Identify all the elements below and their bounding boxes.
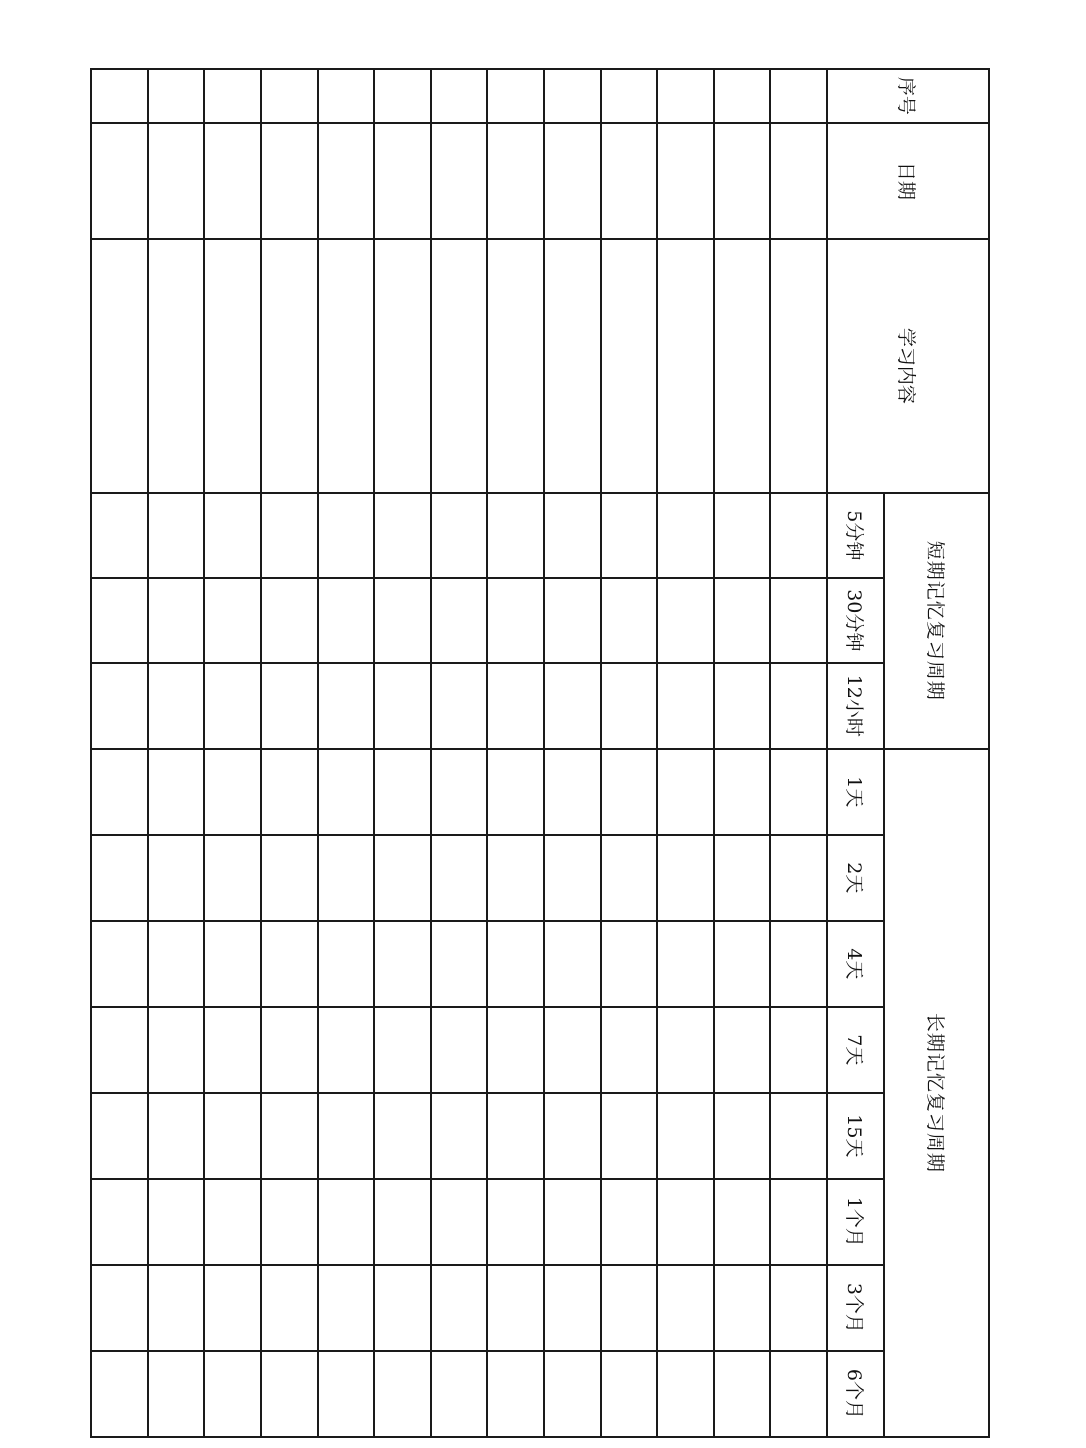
table-cell[interactable] (487, 1093, 544, 1179)
table-cell[interactable] (601, 749, 658, 835)
table-cell[interactable] (657, 123, 714, 239)
table-cell[interactable] (91, 578, 148, 663)
table-cell[interactable] (431, 749, 488, 835)
rotated-table-wrapper (90, 68, 990, 1438)
table-cell[interactable] (714, 921, 771, 1007)
table-cell[interactable] (487, 1179, 544, 1265)
table-cell[interactable] (431, 239, 488, 493)
table-cell[interactable] (657, 921, 714, 1007)
table-cell[interactable] (657, 1179, 714, 1265)
table-cell[interactable] (261, 835, 318, 921)
table-cell[interactable] (374, 1179, 431, 1265)
table-cell[interactable] (714, 239, 771, 493)
table-cell[interactable] (91, 1093, 148, 1179)
table-cell[interactable] (487, 69, 544, 123)
table-cell[interactable] (544, 123, 601, 239)
table-cell[interactable] (148, 921, 205, 1007)
interval-header: 1天 (827, 749, 884, 835)
table-cell[interactable] (91, 239, 148, 493)
table-cell[interactable] (487, 921, 544, 1007)
table-cell[interactable] (544, 1093, 601, 1179)
table-cell[interactable] (148, 69, 205, 123)
table-cell[interactable] (374, 69, 431, 123)
table-cell[interactable] (431, 1351, 488, 1437)
table-cell[interactable] (374, 835, 431, 921)
table-row (714, 69, 771, 1437)
table-cell[interactable] (318, 578, 375, 663)
table-cell[interactable] (657, 1265, 714, 1351)
table-row (148, 69, 205, 1437)
table-cell[interactable] (261, 1179, 318, 1265)
table-cell[interactable] (714, 69, 771, 123)
table-cell[interactable] (714, 835, 771, 921)
table-cell[interactable] (374, 493, 431, 578)
table-cell[interactable] (431, 835, 488, 921)
table-cell[interactable] (148, 749, 205, 835)
table-cell[interactable] (770, 239, 827, 493)
table-cell[interactable] (318, 493, 375, 578)
table-cell[interactable] (544, 921, 601, 1007)
table-cell[interactable] (204, 1093, 261, 1179)
table-cell[interactable] (714, 1265, 771, 1351)
table-body (91, 69, 827, 1437)
table-cell[interactable] (431, 1265, 488, 1351)
table-cell[interactable] (204, 578, 261, 663)
table-cell[interactable] (318, 1179, 375, 1265)
table-cell[interactable] (91, 1265, 148, 1351)
table-cell[interactable] (204, 663, 261, 749)
table-cell[interactable] (374, 921, 431, 1007)
table-cell[interactable] (261, 578, 318, 663)
table-cell[interactable] (204, 1007, 261, 1093)
table-cell[interactable] (487, 835, 544, 921)
table-cell[interactable] (91, 835, 148, 921)
table-cell[interactable] (431, 1179, 488, 1265)
table-cell[interactable] (148, 835, 205, 921)
table-cell[interactable] (714, 1179, 771, 1265)
table-cell[interactable] (261, 493, 318, 578)
table-cell[interactable] (318, 123, 375, 239)
table-cell[interactable] (148, 1265, 205, 1351)
interval-header: 7天 (827, 1007, 884, 1093)
table-cell[interactable] (657, 835, 714, 921)
table-cell[interactable] (374, 239, 431, 493)
table-cell[interactable] (601, 835, 658, 921)
table-cell[interactable] (318, 1265, 375, 1351)
header-content: 学习内容 (827, 239, 989, 493)
interval-header: 6个月 (827, 1351, 884, 1437)
table-cell[interactable] (487, 123, 544, 239)
table-cell[interactable] (487, 663, 544, 749)
table-cell[interactable] (431, 1093, 488, 1179)
table-cell[interactable] (431, 663, 488, 749)
table-cell[interactable] (148, 1179, 205, 1265)
table-cell[interactable] (770, 1179, 827, 1265)
table-cell[interactable] (261, 123, 318, 239)
table-row (657, 69, 714, 1437)
table-row (91, 69, 148, 1437)
table-cell[interactable] (714, 749, 771, 835)
table-cell[interactable] (544, 1007, 601, 1093)
table-cell[interactable] (261, 69, 318, 123)
table-cell[interactable] (91, 663, 148, 749)
table-cell[interactable] (544, 239, 601, 493)
interval-header: 5分钟 (827, 493, 884, 578)
table-cell[interactable] (657, 1007, 714, 1093)
table-cell[interactable] (261, 1265, 318, 1351)
table-cell[interactable] (431, 493, 488, 578)
header-short-term-group: 短期记忆复习周期 (884, 493, 989, 749)
table-cell[interactable] (601, 123, 658, 239)
table-cell[interactable] (261, 749, 318, 835)
table-cell[interactable] (261, 1007, 318, 1093)
table-cell[interactable] (148, 239, 205, 493)
table-cell[interactable] (601, 1351, 658, 1437)
interval-header: 30分钟 (827, 578, 884, 663)
table-cell[interactable] (374, 123, 431, 239)
header-row-groups (884, 69, 989, 1437)
table-cell[interactable] (601, 578, 658, 663)
table-cell[interactable] (204, 835, 261, 921)
table-cell[interactable] (318, 1093, 375, 1179)
table-row (770, 69, 827, 1437)
interval-header: 15天 (827, 1093, 884, 1179)
table-cell[interactable] (318, 69, 375, 123)
table-cell[interactable] (770, 1007, 827, 1093)
table-cell[interactable] (657, 1351, 714, 1437)
table-cell[interactable] (148, 1351, 205, 1437)
table-cell[interactable] (770, 1351, 827, 1437)
table-cell[interactable] (714, 578, 771, 663)
table-cell[interactable] (431, 1007, 488, 1093)
table-cell[interactable] (148, 578, 205, 663)
table-cell[interactable] (487, 493, 544, 578)
table-row (374, 69, 431, 1437)
table-cell[interactable] (601, 239, 658, 493)
table-cell[interactable] (374, 578, 431, 663)
table-cell[interactable] (487, 239, 544, 493)
table-cell[interactable] (91, 921, 148, 1007)
table-cell[interactable] (374, 1265, 431, 1351)
table-cell[interactable] (318, 1351, 375, 1437)
table-row (601, 69, 658, 1437)
table-cell[interactable] (374, 749, 431, 835)
table-cell[interactable] (770, 578, 827, 663)
table-cell[interactable] (204, 69, 261, 123)
table-cell[interactable] (487, 1265, 544, 1351)
table-cell[interactable] (714, 1007, 771, 1093)
table-cell[interactable] (714, 663, 771, 749)
table-cell[interactable] (601, 663, 658, 749)
table-cell[interactable] (544, 835, 601, 921)
table-cell[interactable] (91, 123, 148, 239)
interval-header: 2天 (827, 835, 884, 921)
table-cell[interactable] (487, 578, 544, 663)
table-cell[interactable] (487, 1007, 544, 1093)
table-cell[interactable] (204, 1179, 261, 1265)
table-cell[interactable] (770, 921, 827, 1007)
table-cell[interactable] (544, 578, 601, 663)
table-row (204, 69, 261, 1437)
table-cell[interactable] (714, 493, 771, 578)
table-cell[interactable] (318, 835, 375, 921)
table-row (431, 69, 488, 1437)
table-cell[interactable] (204, 749, 261, 835)
table-cell[interactable] (544, 493, 601, 578)
table-cell[interactable] (770, 749, 827, 835)
table-cell[interactable] (657, 493, 714, 578)
table-cell[interactable] (374, 1007, 431, 1093)
table-row (261, 69, 318, 1437)
interval-header: 12小时 (827, 663, 884, 749)
interval-header: 3个月 (827, 1265, 884, 1351)
table-row (544, 69, 601, 1437)
table-cell[interactable] (431, 123, 488, 239)
table-cell[interactable] (657, 578, 714, 663)
table-cell[interactable] (261, 239, 318, 493)
table-cell[interactable] (544, 69, 601, 123)
table-cell[interactable] (714, 1351, 771, 1437)
table-cell[interactable] (91, 1351, 148, 1437)
table-cell[interactable] (91, 493, 148, 578)
table-cell[interactable] (601, 921, 658, 1007)
table-cell[interactable] (148, 493, 205, 578)
table-cell[interactable] (544, 1265, 601, 1351)
table-cell[interactable] (544, 1179, 601, 1265)
table-cell[interactable] (601, 1265, 658, 1351)
table-cell[interactable] (261, 1351, 318, 1437)
table-cell[interactable] (318, 1007, 375, 1093)
interval-header: 1个月 (827, 1179, 884, 1265)
table-cell[interactable] (601, 1179, 658, 1265)
table-cell[interactable] (431, 578, 488, 663)
table-cell[interactable] (770, 663, 827, 749)
table-cell[interactable] (770, 69, 827, 123)
table-row (487, 69, 544, 1437)
table-cell[interactable] (374, 663, 431, 749)
table-cell[interactable] (431, 921, 488, 1007)
table-cell[interactable] (148, 1093, 205, 1179)
table-cell[interactable] (204, 921, 261, 1007)
table-cell[interactable] (431, 69, 488, 123)
table-cell[interactable] (374, 1351, 431, 1437)
table-cell[interactable] (544, 749, 601, 835)
table-cell[interactable] (261, 1093, 318, 1179)
table-cell[interactable] (318, 239, 375, 493)
table-cell[interactable] (204, 1265, 261, 1351)
table-cell[interactable] (657, 663, 714, 749)
table-cell[interactable] (318, 663, 375, 749)
header-date: 日期 (827, 123, 989, 239)
table-cell[interactable] (601, 1093, 658, 1179)
table-cell[interactable] (148, 123, 205, 239)
table-cell[interactable] (770, 493, 827, 578)
table-cell[interactable] (91, 749, 148, 835)
table-cell[interactable] (374, 1093, 431, 1179)
table-cell[interactable] (714, 123, 771, 239)
table-cell[interactable] (91, 1007, 148, 1093)
table-cell[interactable] (487, 1351, 544, 1437)
table-cell[interactable] (657, 239, 714, 493)
table-cell[interactable] (657, 69, 714, 123)
table-cell[interactable] (770, 835, 827, 921)
table-cell[interactable] (487, 749, 544, 835)
table-cell[interactable] (148, 663, 205, 749)
table-cell[interactable] (770, 123, 827, 239)
table-cell[interactable] (714, 1093, 771, 1179)
table-cell[interactable] (204, 123, 261, 239)
table-cell[interactable] (148, 1007, 205, 1093)
table-row (318, 69, 375, 1437)
table-cell[interactable] (601, 69, 658, 123)
table-cell[interactable] (544, 663, 601, 749)
table-cell[interactable] (318, 921, 375, 1007)
table-cell[interactable] (91, 1179, 148, 1265)
table-cell[interactable] (261, 921, 318, 1007)
table-cell[interactable] (601, 1007, 658, 1093)
table-cell[interactable] (770, 1265, 827, 1351)
table-cell[interactable] (204, 1351, 261, 1437)
interval-header: 4天 (827, 921, 884, 1007)
header-long-term-group: 长期记忆复习周期 (884, 749, 989, 1437)
table-cell[interactable] (657, 749, 714, 835)
table-cell[interactable] (544, 1351, 601, 1437)
table-cell[interactable] (318, 749, 375, 835)
table-cell[interactable] (204, 239, 261, 493)
table-cell[interactable] (601, 493, 658, 578)
table-cell[interactable] (204, 493, 261, 578)
table-cell[interactable] (770, 1093, 827, 1179)
table-cell[interactable] (91, 69, 148, 123)
header-serial: 序号 (827, 69, 989, 123)
review-schedule-table (90, 68, 990, 1438)
table-cell[interactable] (657, 1093, 714, 1179)
table-cell[interactable] (261, 663, 318, 749)
